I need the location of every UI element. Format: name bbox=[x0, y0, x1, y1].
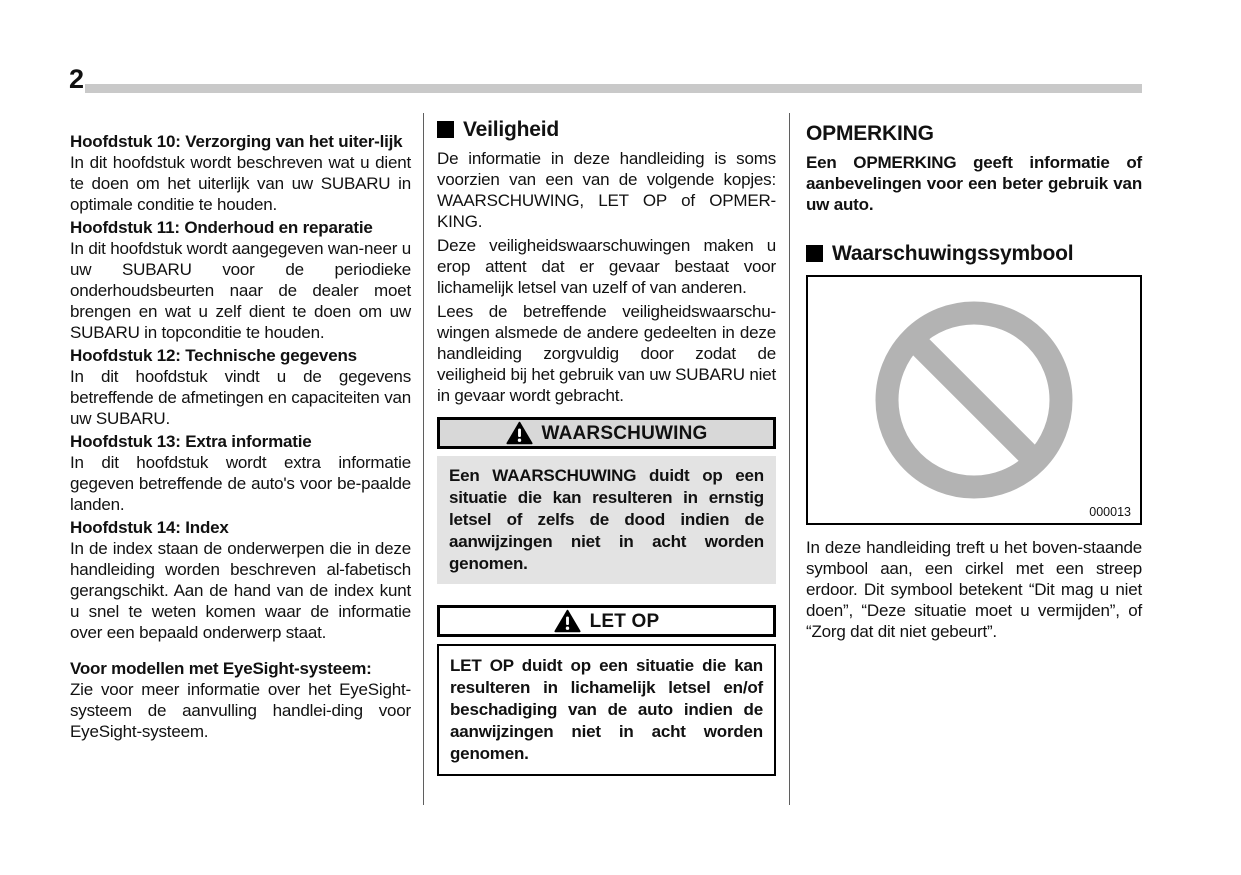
caution-banner bbox=[437, 605, 776, 637]
note-heading bbox=[806, 121, 1142, 146]
safety-paragraph: Deze veiligheidswaarschuwingen maken u erop attent dat er gevaar bestaat voor lichamelijk letsel van uzelf of van anderen. bbox=[437, 236, 776, 297]
prohibition-symbol-icon bbox=[874, 300, 1074, 500]
chapter-14-heading: Hoofdstuk 14: Index bbox=[70, 518, 229, 537]
warning-symbol-heading bbox=[806, 241, 1142, 266]
note-title: OPMERKING bbox=[806, 122, 934, 145]
page-number: 2 bbox=[69, 64, 85, 94]
right-column bbox=[806, 121, 1142, 642]
column-divider-right bbox=[789, 113, 790, 805]
chapter-11-heading: Hoofdstuk 11: Onderhoud en reparatie bbox=[70, 218, 373, 237]
eyesight-body: Zie voor meer informatie over het EyeSight-systeem de aanvulling handlei-ding voor EyeSight-systeem. bbox=[70, 680, 411, 741]
black-square-icon bbox=[806, 245, 823, 262]
chapter-14-body: In de index staan de onderwerpen die in deze handleiding worden beschreven al-fabetisch gerangschikt. Aan de hand van de index kunt u snel te weten komen waar de informatie over een bepaald onderwerp staat. bbox=[70, 539, 411, 642]
warning-banner-label: WAARSCHUWING bbox=[541, 422, 708, 444]
warning-text-box bbox=[437, 456, 776, 584]
chapter-10-heading: Hoofdstuk 10: Verzorging van het uiter-lijk bbox=[70, 132, 403, 151]
warning-symbol-title: Waarschuwingssymbool bbox=[832, 242, 1074, 265]
warning-banner bbox=[437, 417, 776, 449]
caution-text-box bbox=[437, 644, 776, 776]
warning-triangle-icon bbox=[506, 421, 533, 445]
chapter-11-body: In dit hoofdstuk wordt aangegeven wan-neer u uw SUBARU voor de periodieke onderhoudsbeurten naar de dealer moet brengen en wat u zelf dient te doen om uw SUBARU in topconditie te houden. bbox=[70, 239, 411, 342]
note-text: Een OPMERKING geeft informatie of aanbevelingen voor een beter gebruik van uw auto. bbox=[806, 153, 1142, 214]
safety-section-title: Veiligheid bbox=[463, 118, 560, 141]
black-square-icon bbox=[437, 121, 454, 138]
header-rule bbox=[85, 84, 1142, 93]
chapter-13-heading: Hoofdstuk 13: Extra informatie bbox=[70, 432, 312, 451]
safety-paragraph: Lees de betreffende veiligheidswaarschu-wingen alsmede de andere gedeelten in deze handleiding zorgvuldig door zodat de veiligheid bij het gebruik van uw SUBARU niet in gevaar wordt gebracht. bbox=[437, 302, 776, 405]
chapter-10-body: In dit hoofdstuk wordt beschreven wat u dient te doen om het uiterlijk van uw SUBARU in optimale conditie te houden. bbox=[70, 153, 411, 214]
chapter-12-body: In dit hoofdstuk vindt u de gegevens betreffende de afmetingen en capaciteiten van uw SUBARU. bbox=[70, 367, 411, 428]
warning-text: Een WAARSCHUWING duidt op een situatie die kan resulteren in ernstig letsel of zelfs de dood indien de aanwijzingen niet in acht worden genomen. bbox=[449, 466, 764, 573]
safety-section-heading bbox=[437, 117, 776, 142]
warning-symbol-text: In deze handleiding treft u het boven-staande symbool aan, een cirkel met een streep erdoor. Dit symbool betekent “Dit mag u niet doen”, “Deze situatie moet u vermijden”, of “Zorg dat dit niet gebeurt”. bbox=[806, 538, 1142, 641]
safety-paragraph: De informatie in deze handleiding is soms voorzien van een van de volgende kopjes: WAARSCHUWING, LET OP of OPMER-KING. bbox=[437, 149, 776, 231]
left-column bbox=[70, 129, 411, 742]
figure-code: 000013 bbox=[1089, 505, 1131, 519]
chapter-12-heading: Hoofdstuk 12: Technische gegevens bbox=[70, 346, 357, 365]
caution-text: LET OP duidt op een situatie die kan resulteren in lichamelijk letsel en/of beschadiging van de auto indien de aanwijzingen niet in acht worden genomen. bbox=[450, 656, 763, 763]
warning-triangle-icon bbox=[554, 609, 581, 633]
caution-banner-label: LET OP bbox=[589, 610, 660, 632]
chapter-13-body: In dit hoofdstuk wordt extra informatie gegeven betreffende de auto's voor be-paalde landen. bbox=[70, 453, 411, 514]
column-divider-left bbox=[423, 113, 424, 805]
warning-symbol-figure bbox=[806, 275, 1142, 525]
eyesight-heading: Voor modellen met EyeSight-systeem: bbox=[70, 659, 372, 678]
middle-column bbox=[437, 117, 776, 776]
